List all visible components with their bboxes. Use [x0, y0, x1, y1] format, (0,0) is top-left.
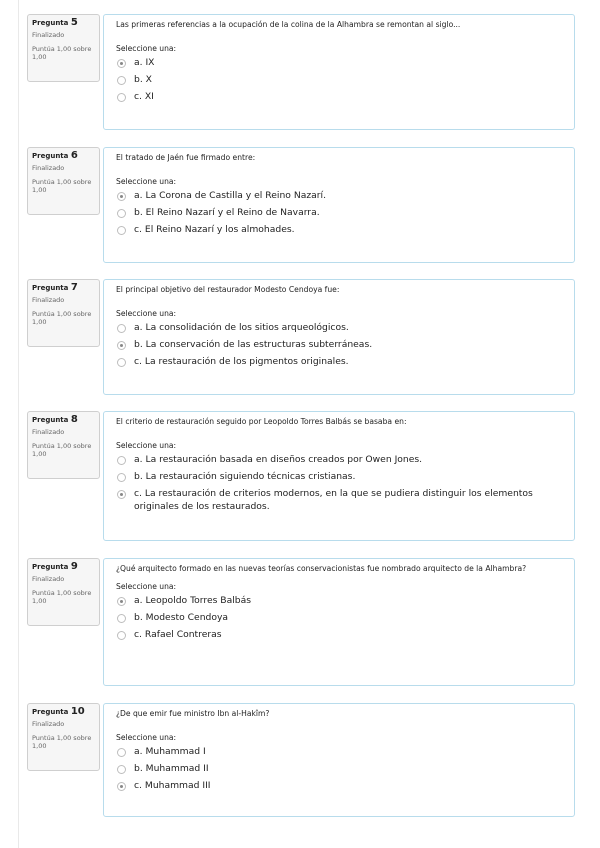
radio-selected-icon[interactable] — [117, 59, 126, 68]
question-state: Finalizado — [32, 428, 65, 436]
question-grade: Puntúa 1,00 sobre 1,00 — [32, 442, 92, 458]
answer-option[interactable]: b. La restauración siguiendo técnicas cristianas. — [116, 470, 562, 483]
question-number: Pregunta 6 — [32, 150, 78, 161]
question-info — [27, 147, 100, 215]
answer-option[interactable]: b. Modesto Cendoya — [116, 611, 562, 624]
question-text: ¿Qué arquitecto formado en las nuevas teorías conservacionistas fue nombrado arquitecto de la Alhambra? — [116, 564, 527, 573]
question-grade: Puntúa 1,00 sobre 1,00 — [32, 45, 92, 61]
answer-option[interactable]: c. La restauración de criterios modernos, en la que se pudiera distinguir los elementos originales de los restaurados. — [116, 487, 562, 513]
answer-option[interactable]: b. El Reino Nazarí y el Reino de Navarra. — [116, 206, 562, 219]
answer-prompt: Seleccione una: — [116, 441, 177, 450]
question-content — [103, 279, 575, 395]
answer-prompt: Seleccione una: — [116, 309, 177, 318]
answer-options — [116, 594, 562, 641]
question-number: Pregunta 8 — [32, 414, 78, 425]
question-state: Finalizado — [32, 720, 65, 728]
question-info — [27, 703, 100, 771]
answer-option[interactable]: a. Muhammad I — [116, 745, 562, 758]
radio-icon[interactable] — [117, 473, 126, 482]
question-grade: Puntúa 1,00 sobre 1,00 — [32, 734, 92, 750]
answer-option[interactable]: c. XI — [116, 90, 562, 103]
answer-prompt: Seleccione una: — [116, 582, 177, 591]
question-grade: Puntúa 1,00 sobre 1,00 — [32, 178, 92, 194]
radio-selected-icon[interactable] — [117, 490, 126, 499]
question-info — [27, 14, 100, 82]
radio-selected-icon[interactable] — [117, 597, 126, 606]
radio-icon[interactable] — [117, 456, 126, 465]
question-info — [27, 279, 100, 347]
question-content — [103, 411, 575, 541]
radio-icon[interactable] — [117, 748, 126, 757]
question-state: Finalizado — [32, 164, 65, 172]
answer-option[interactable]: a. Leopoldo Torres Balbás — [116, 594, 562, 607]
answer-option[interactable]: a. La consolidación de los sitios arqueológicos. — [116, 321, 562, 334]
question-number: Pregunta 10 — [32, 706, 85, 717]
radio-icon[interactable] — [117, 358, 126, 367]
question-text: El tratado de Jaén fue firmado entre: — [116, 153, 256, 162]
question-content — [103, 703, 575, 817]
radio-selected-icon[interactable] — [117, 341, 126, 350]
question-number: Pregunta 7 — [32, 282, 78, 293]
answer-options — [116, 189, 562, 236]
question-content — [103, 147, 575, 263]
answer-prompt: Seleccione una: — [116, 177, 177, 186]
answer-option[interactable]: a. La restauración basada en diseños creados por Owen Jones. — [116, 453, 562, 466]
radio-icon[interactable] — [117, 209, 126, 218]
answer-prompt: Seleccione una: — [116, 733, 177, 742]
question-state: Finalizado — [32, 31, 65, 39]
question-grade: Puntúa 1,00 sobre 1,00 — [32, 589, 92, 605]
question-info — [27, 411, 100, 479]
answer-options — [116, 321, 562, 368]
answer-option[interactable]: b. Muhammad II — [116, 762, 562, 775]
answer-options — [116, 453, 562, 513]
answer-option[interactable]: c. La restauración de los pigmentos originales. — [116, 355, 562, 368]
answer-option[interactable]: a. La Corona de Castilla y el Reino Nazarí. — [116, 189, 562, 202]
question-state: Finalizado — [32, 575, 65, 583]
question-grade: Puntúa 1,00 sobre 1,00 — [32, 310, 92, 326]
question-text: El criterio de restauración seguido por Leopoldo Torres Balbás se basaba en: — [116, 417, 407, 426]
answer-options — [116, 56, 562, 103]
radio-icon[interactable] — [117, 631, 126, 640]
answer-option[interactable]: c. Muhammad III — [116, 779, 562, 792]
question-info — [27, 558, 100, 626]
radio-icon[interactable] — [117, 93, 126, 102]
answer-prompt: Seleccione una: — [116, 44, 177, 53]
question-content — [103, 558, 575, 686]
answer-option[interactable]: a. IX — [116, 56, 562, 69]
question-number: Pregunta 5 — [32, 17, 78, 28]
radio-icon[interactable] — [117, 76, 126, 85]
question-text: El principal objetivo del restaurador Modesto Cendoya fue: — [116, 285, 340, 294]
question-text: ¿De que emir fue ministro Ibn al-Hakîm? — [116, 709, 270, 718]
radio-icon[interactable] — [117, 226, 126, 235]
radio-selected-icon[interactable] — [117, 782, 126, 791]
question-number: Pregunta 9 — [32, 561, 78, 572]
radio-icon[interactable] — [117, 614, 126, 623]
question-state: Finalizado — [32, 296, 65, 304]
answer-option[interactable]: c. El Reino Nazarí y los almohades. — [116, 223, 562, 236]
answer-option[interactable]: c. Rafael Contreras — [116, 628, 562, 641]
radio-selected-icon[interactable] — [117, 192, 126, 201]
answer-option[interactable]: b. X — [116, 73, 562, 86]
answer-options — [116, 745, 562, 792]
answer-option[interactable]: b. La conservación de las estructuras subterráneas. — [116, 338, 562, 351]
question-text: Las primeras referencias a la ocupación de la colina de la Alhambra se remontan al siglo... — [116, 20, 461, 29]
page-left-rule — [18, 0, 19, 848]
radio-icon[interactable] — [117, 765, 126, 774]
radio-icon[interactable] — [117, 324, 126, 333]
question-content — [103, 14, 575, 130]
